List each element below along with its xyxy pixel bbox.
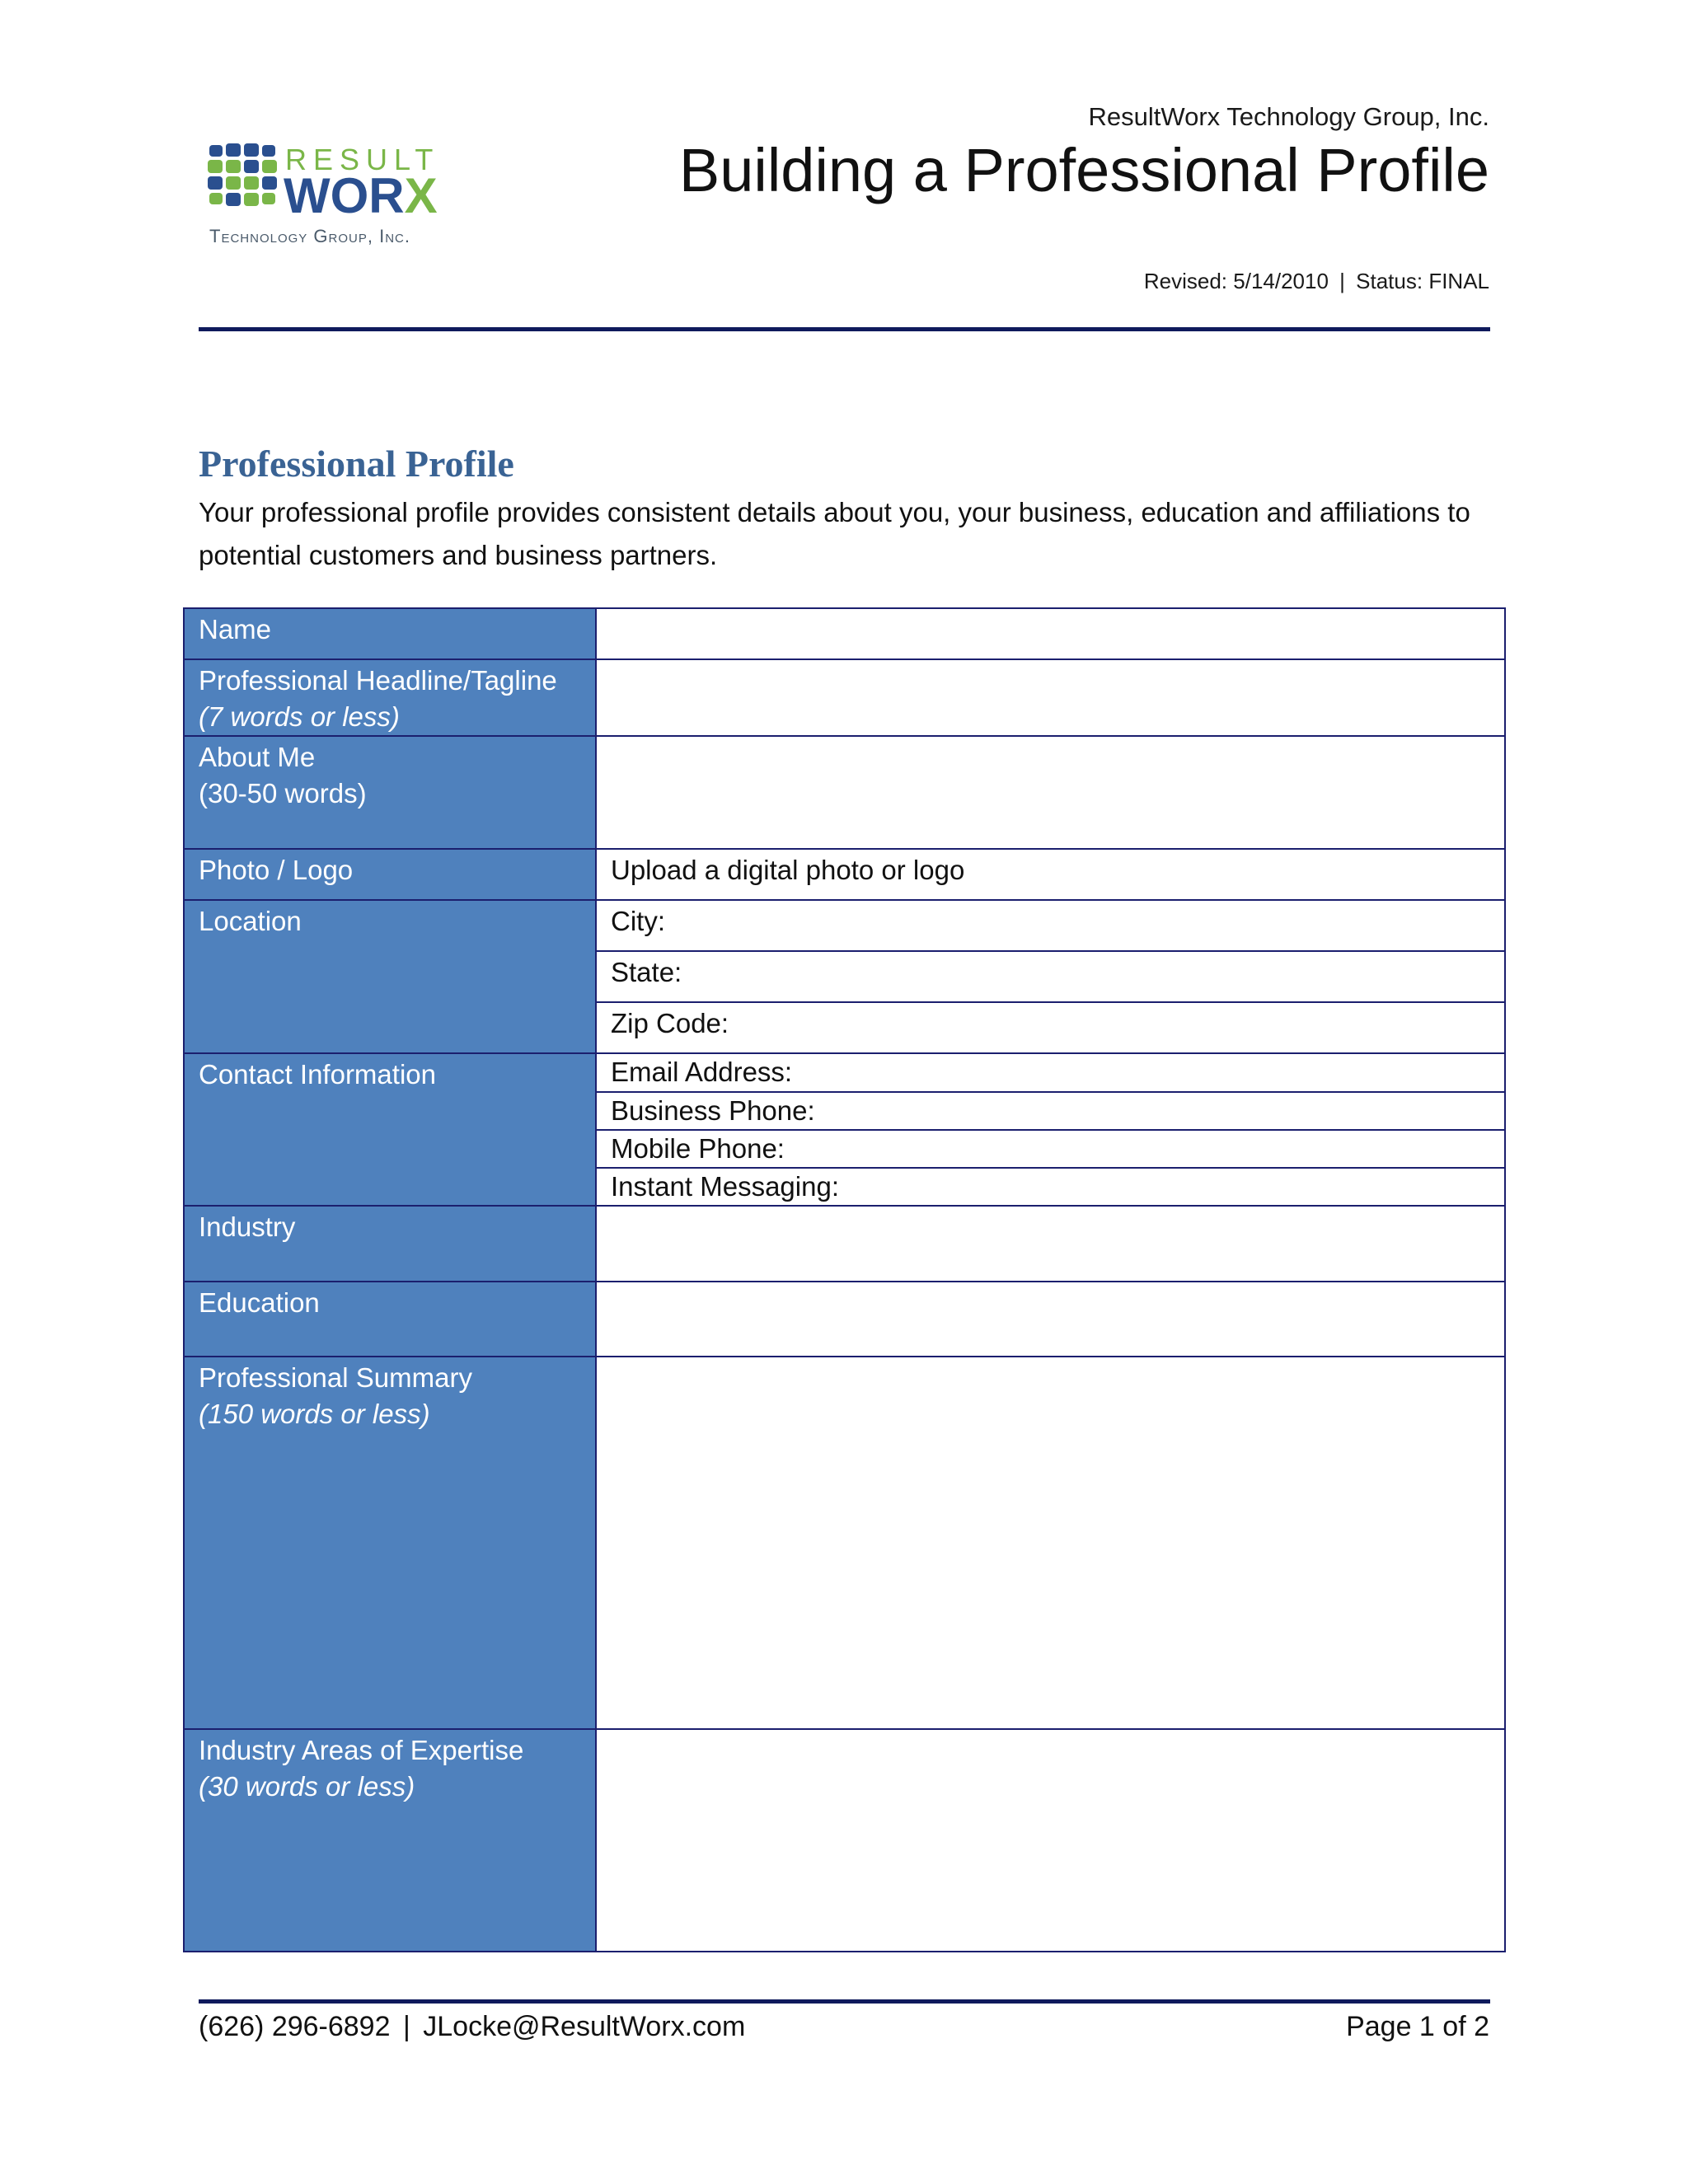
- table-row: [184, 1282, 1505, 1357]
- headline-note: (7 words or less): [199, 701, 400, 732]
- footer-contact: [199, 2011, 745, 2043]
- row-label-photo: Photo / Logo: [184, 849, 596, 900]
- section-intro: Your professional profile provides consistent details about you, your business, education and affiliations to potential customers and business partners.: [199, 497, 1470, 570]
- name-field[interactable]: [596, 608, 1505, 659]
- page-number: Page 1 of 2: [1346, 2011, 1489, 2042]
- summary-note: (150 words or less): [199, 1399, 430, 1429]
- logo-grid-icon: [206, 142, 478, 224]
- row-label-industry: Industry: [184, 1206, 596, 1282]
- mobile-phone-field[interactable]: Mobile Phone:: [596, 1130, 1505, 1168]
- company-logo: [206, 142, 478, 257]
- row-label-name: Name: [184, 608, 596, 659]
- table-row: [184, 900, 1505, 951]
- industry-field[interactable]: [596, 1206, 1505, 1282]
- zip-field[interactable]: Zip Code:: [596, 1002, 1505, 1053]
- table-row: [184, 1206, 1505, 1282]
- document-title: Building a Professional Profile: [678, 136, 1489, 204]
- footer-email[interactable]: JLocke@ResultWorx.com: [423, 2011, 746, 2042]
- row-label-summary: Professional Summary (150 words or less): [184, 1357, 596, 1729]
- city-field[interactable]: City:: [596, 900, 1505, 951]
- footer-phone: (626) 296-6892: [199, 2011, 391, 2042]
- company-name: ResultWorx Technology Group, Inc.: [1088, 102, 1489, 131]
- footer-divider: [199, 1999, 1490, 2004]
- row-label-contact: Contact Information: [184, 1053, 596, 1206]
- svg-text:WORX: WORX: [284, 168, 438, 223]
- table-row: [184, 1053, 1505, 1092]
- table-row: [184, 659, 1505, 736]
- table-row: [184, 608, 1505, 659]
- table-row: [184, 1357, 1505, 1729]
- section-heading: Professional Profile: [199, 443, 514, 485]
- headline-field[interactable]: [596, 659, 1505, 736]
- revised-date: Revised: 5/14/2010: [1143, 269, 1329, 293]
- header-divider: [199, 327, 1490, 331]
- svg-text:RESULT: RESULT: [285, 143, 440, 176]
- expertise-note: (30 words or less): [199, 1771, 415, 1802]
- table-row: [184, 1729, 1505, 1952]
- education-field[interactable]: [596, 1282, 1505, 1357]
- footer-separator: |: [402, 2011, 410, 2042]
- logo-subtext: Technology Group, Inc.: [209, 226, 410, 246]
- business-phone-field[interactable]: Business Phone:: [596, 1092, 1505, 1130]
- document-status: Status: FINAL: [1356, 269, 1489, 293]
- row-label-education: Education: [184, 1282, 596, 1357]
- profile-table: [183, 607, 1506, 1952]
- revision-separator: |: [1339, 269, 1345, 293]
- table-row: [184, 736, 1505, 849]
- summary-field[interactable]: [596, 1357, 1505, 1729]
- about-field[interactable]: [596, 736, 1505, 849]
- about-note: (30-50 words): [199, 778, 367, 808]
- row-label-headline: Professional Headline/Tagline (7 words or less): [184, 659, 596, 736]
- instant-messaging-field[interactable]: Instant Messaging:: [596, 1168, 1505, 1206]
- revision-info: [1144, 269, 1489, 294]
- expertise-field[interactable]: [596, 1729, 1505, 1952]
- photo-upload-field[interactable]: Upload a digital photo or logo: [596, 849, 1505, 900]
- row-label-expertise: Industry Areas of Expertise (30 words or less): [184, 1729, 596, 1952]
- table-row: [184, 849, 1505, 900]
- row-label-location: Location: [184, 900, 596, 1053]
- email-field[interactable]: Email Address:: [596, 1053, 1505, 1092]
- row-label-about: About Me (30-50 words): [184, 736, 596, 849]
- state-field[interactable]: State:: [596, 951, 1505, 1002]
